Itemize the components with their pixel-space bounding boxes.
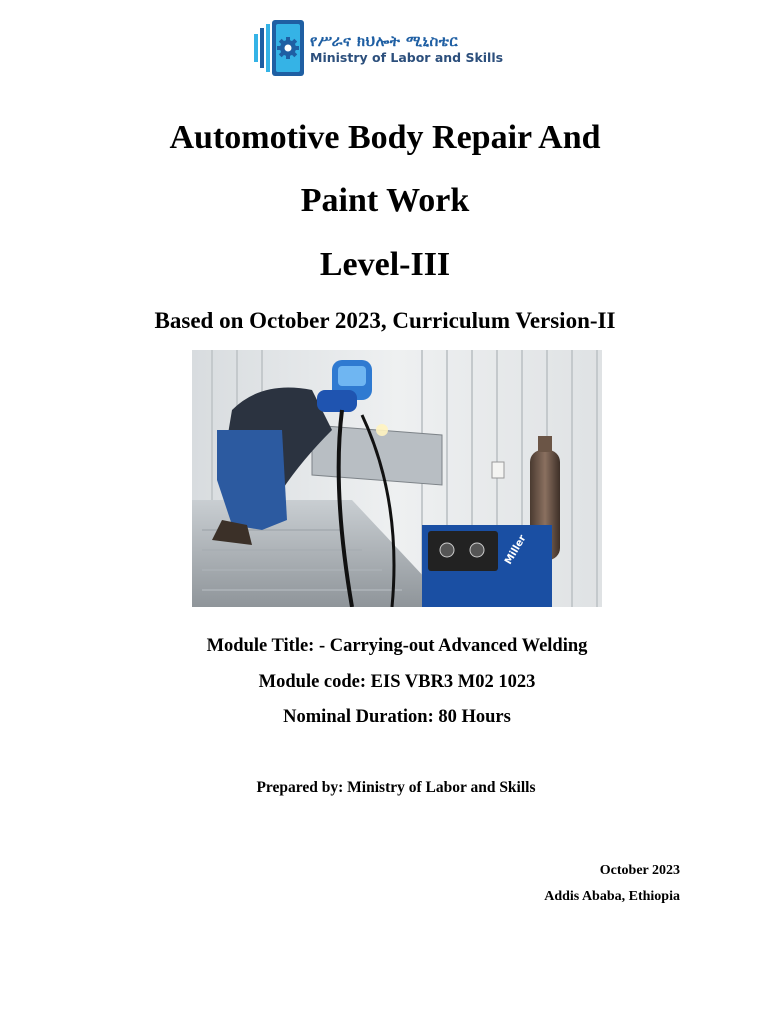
publication-date: October 2023 — [599, 863, 680, 878]
document-title-line-1: Automotive Body Repair And — [169, 119, 601, 156]
welding-photo — [192, 350, 602, 607]
welder-brand-label: Miller — [503, 533, 529, 567]
ministry-logo — [252, 18, 504, 78]
publication-place: Addis Ababa, Ethiopia — [544, 889, 680, 904]
module-code: Module code: EIS VBR3 M02 1023 — [258, 672, 536, 692]
gear-icon — [277, 37, 299, 59]
welding-photo-illustration — [192, 350, 602, 607]
logo-amharic-text: የሥራና ክህሎት ሚኒስቴር — [310, 32, 459, 50]
prepared-by: Prepared by: Ministry of Labor and Skills — [256, 779, 536, 796]
curriculum-version: Based on October 2023, Curriculum Version-II — [154, 308, 616, 333]
document-title-line-2: Paint Work — [300, 182, 470, 219]
logo-emblem-icon — [252, 18, 308, 78]
logo-english-text: Ministry of Labor and Skills — [310, 50, 504, 65]
document-title-level: Level-III — [319, 246, 451, 283]
module-title: Module Title: - Carrying-out Advanced Welding — [206, 636, 588, 656]
nominal-duration: Nominal Duration: 80 Hours — [283, 707, 511, 727]
